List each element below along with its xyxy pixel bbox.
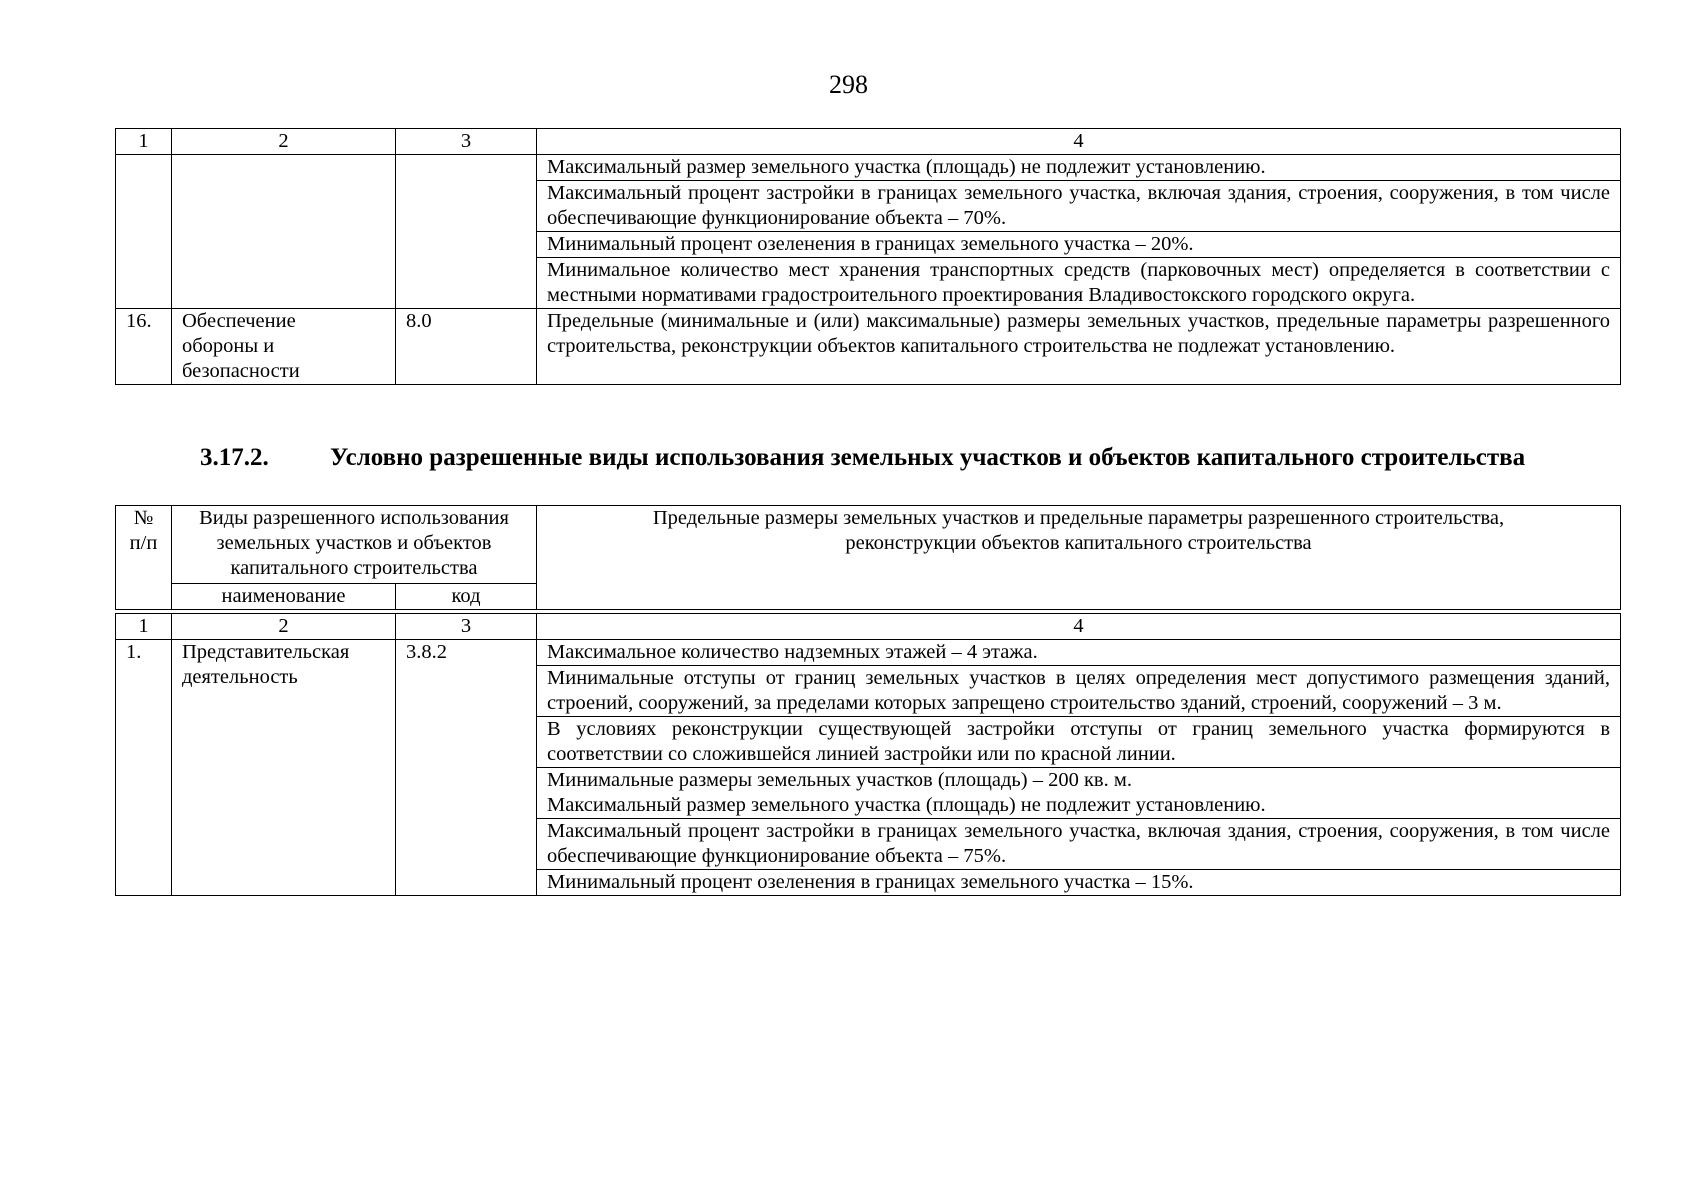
section-title: Условно разрешенные виды использования земельных участков и объектов капитального строительства [330, 444, 1526, 471]
bottom-table-header [115, 505, 1621, 610]
empty-cell [172, 155, 396, 309]
limit-text: В условиях реконструкции существующей застройки отступы от границ земельного участка формируются в соответствии со сложившейся линией застройки или по красной линии. [537, 717, 1621, 768]
col-number: 4 [537, 614, 1621, 640]
row-number: 16. [116, 309, 172, 385]
col-number: 1 [116, 614, 172, 640]
limit-text: Максимальный размер земельного участка (площадь) не подлежит установлению. [547, 794, 1266, 816]
limit-text: Максимальное количество надземных этажей – 4 этажа. [537, 640, 1621, 666]
col-number: 2 [172, 614, 396, 640]
limit-text: Минимальный процент озеленения в границах земельного участка – 20%. [537, 232, 1621, 258]
header-num: № п/п [116, 506, 172, 610]
section-heading [200, 443, 1621, 473]
limit-text: Минимальный процент озеленения в границах земельного участка – 15%. [537, 870, 1621, 896]
header-types: Виды разрешенного использования земельных участков и объектов капитального строительства [172, 506, 537, 584]
header-code: код [396, 584, 537, 610]
row-number: 1. [116, 640, 172, 896]
limit-text: Минимальные размеры земельных участков (площадь) – 200 кв. м. [547, 769, 1132, 791]
header-row [116, 506, 1621, 584]
col-number: 4 [537, 129, 1621, 155]
header-limits: Предельные размеры земельных участков и предельные параметры разрешенного строительства, реконструкции объектов капитального строительства [537, 506, 1621, 610]
use-type-code: 3.8.2 [396, 640, 537, 896]
limit-text: Минимальное количество мест хранения транспортных средств (парковочных мест) определяется в соответствии с местными нормативами градостроительного проектирования Владивостокского городского округа. [537, 258, 1621, 309]
use-type-name: Обеспечение обороны и безопасности [172, 309, 396, 385]
section-number: 3.17.2. [200, 444, 269, 471]
col-number: 3 [396, 614, 537, 640]
page-number: 298 [829, 70, 868, 99]
limit-text: Максимальный процент застройки в границах земельного участка, включая здания, строения, сооружения, в том числе обеспечивающие функционирование объекта – 75%. [537, 819, 1621, 870]
limit-text: Максимальный процент застройки в границах земельного участка, включая здания, строения, сооружения, в том числе обеспечивающие функционирование объекта – 70%. [537, 181, 1621, 232]
limit-text: Предельные (минимальные и (или) максимальные) размеры земельных участков, предельные параметры разрешенного строительства, реконструкции объектов капитального строительства не подлежат установлению. [537, 309, 1621, 385]
top-regulations-table [115, 128, 1621, 385]
use-type-name: Представительская деятельность [172, 640, 396, 896]
limit-text: Минимальные отступы от границ земельных участков в целях определения мест допустимого размещения зданий, строений, сооружений, за пределами которых запрещено строительство зданий, строений, сооружений – 3 м. [537, 666, 1621, 717]
table-row [116, 155, 1621, 181]
empty-cell [116, 155, 172, 309]
use-type-code: 8.0 [396, 309, 537, 385]
col-number: 3 [396, 129, 537, 155]
col-number: 1 [116, 129, 172, 155]
col-number: 2 [172, 129, 396, 155]
column-number-row [116, 614, 1621, 640]
table-row [116, 309, 1621, 385]
limit-text: Максимальный размер земельного участка (площадь) не подлежит установлению. [537, 155, 1621, 181]
bottom-regulations-table [115, 613, 1621, 896]
header-name: наименование [172, 584, 396, 610]
limit-text-pair [537, 768, 1621, 819]
table-row [116, 640, 1621, 666]
empty-cell [396, 155, 537, 309]
column-number-row [116, 129, 1621, 155]
